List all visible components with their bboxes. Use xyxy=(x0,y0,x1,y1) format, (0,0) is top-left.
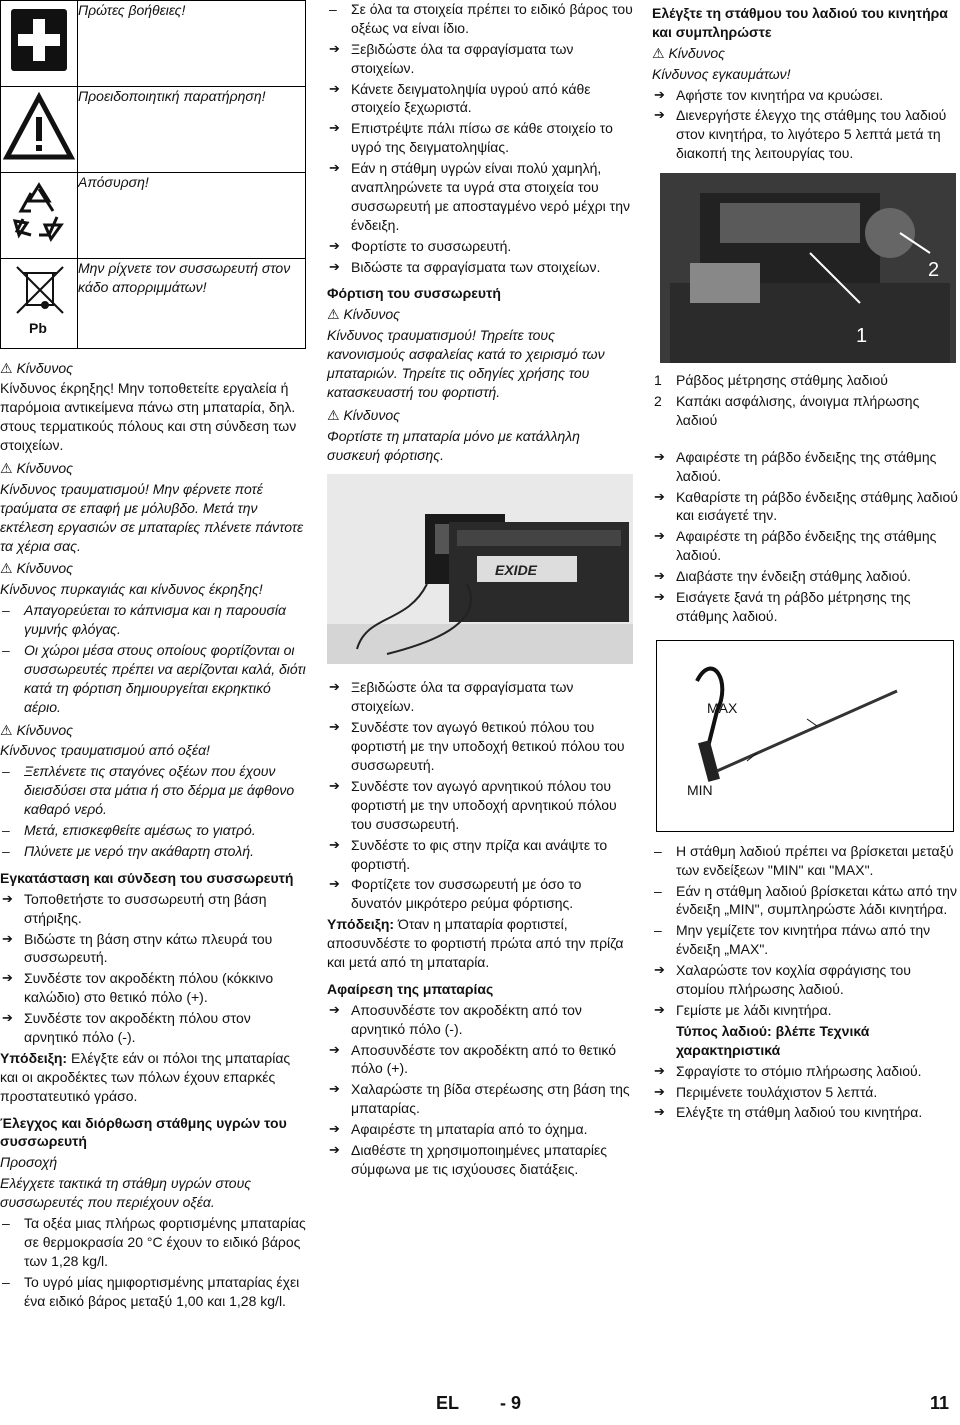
list-item: ➔ Ξεβιδώστε όλα τα σφραγίσματα των στοιχείων. xyxy=(327,40,633,78)
list-item: – Ξεπλένετε τις σταγόνες οξέων που έχουν διεισδύσει στα μάτια ή στο δέρμα με άφθονο καθαρό νερό. xyxy=(0,762,306,819)
list-item: ➔ Επιστρέψτε πάλι πίσω σε κάθε στοιχείο το υγρό της δειγματοληψίας. xyxy=(327,119,633,157)
list-item: ➔ Εάν η στάθμη υγρών είναι πολύ χαμηλή, αναπληρώνετε τα υγρά στα στοιχεία του συσσωρευτή με αποσταγμένο νερό μέχρι την ένδειξη. xyxy=(327,159,633,235)
list-item: ➔ Βιδώστε τη βάση στην κάτω πλευρά του συσσωρευτή. xyxy=(0,930,306,968)
list-item: – Μετά, επισκεφθείτε αμέσως το γιατρό. xyxy=(0,821,306,840)
list-item: ➔ Διενεργήστε έλεγχο της στάθμης του λαδιού στον κινητήρα, το λιγότερο 5 λεπτά μετά τη διακοπή της λειτουργίας του. xyxy=(652,106,958,163)
danger-text: Κίνδυνος έκρηξης! Μην τοποθετείτε εργαλεία ή παρόμοια αντικείμενα πάνω στη μπαταρία, δηλ. στους τερματικούς πόλους και στη σύνδεση των στοιχείων. xyxy=(0,380,297,454)
section-heading: Εγκατάσταση και σύνδεση του συσσωρευτή xyxy=(0,869,294,886)
list-item: ➔ Αποσυνδέστε τον ακροδέκτη από το θετικό πόλο (+). xyxy=(327,1041,633,1079)
lead-symbol-label: Pb xyxy=(29,319,47,336)
list-item: ➔ Διαβάστε την ένδειξη στάθμης λαδιού. xyxy=(652,567,958,586)
note: Υπόδειξη: Όταν η μπαταρία φορτιστεί, αποσυνδέστε το φορτιστή πρώτα από την πρίζα και μετά από τη μπαταρία. xyxy=(327,916,624,970)
list-item: ➔ Περιμένετε τουλάχιστον 5 λεπτά. xyxy=(652,1083,958,1102)
list-item: – Εάν η στάθμη λαδιού βρίσκεται κάτω από την ένδειξη „MIN", συμπληρώστε λάδι κινητήρα. xyxy=(652,882,958,920)
list-item: ➔ Σφραγίστε το στόμιο πλήρωσης λαδιού. xyxy=(652,1062,958,1081)
list-item: ➔ Φορτίζετε τον συσσωρευτή με όσο το δυνατόν μικρότερο ρεύμα φόρτισης. xyxy=(327,875,633,913)
list-item: – Οι χώροι μέσα στους οποίους φορτίζονται οι συσσωρευτές πρέπει να αερίζονται καλά, διότι κατά τη φόρτιση δημιουργείται εκρηκτικό αέριο. xyxy=(0,641,306,717)
photo-callout: 1 xyxy=(856,325,868,348)
page-number: - 9 xyxy=(500,1393,522,1413)
list-item: ➔ Ξεβιδώστε όλα τα σφραγίσματα των στοιχείων. xyxy=(327,678,633,716)
battery-charger-photo xyxy=(327,474,633,664)
section-heading: Αφαίρεση της μπαταρίας xyxy=(327,980,494,997)
photo-label: EXIDE xyxy=(495,562,538,579)
caution-heading: Προσοχή xyxy=(0,1154,58,1171)
dipstick-illustration xyxy=(656,640,954,832)
warning-triangle-icon: ⚠ xyxy=(0,359,13,376)
warning-triangle-icon: ⚠ xyxy=(0,721,13,738)
min-label: MIN xyxy=(687,781,713,798)
crossed-bin-icon xyxy=(1,258,78,348)
symbol-text: Μην ρίχνετε τον συσσωρευτή στον κάδο απορριμμάτων! xyxy=(78,258,306,348)
column-right xyxy=(652,4,958,1124)
list-item: – Μην γεμίζετε τον κινητήρα πάνω από την ένδειξη „MAX". xyxy=(652,921,958,959)
list-item: ➔ Συνδέστε τον ακροδέκτη πόλου (κόκκινο καλώδιο) στο θετικό πόλο (+). xyxy=(0,969,306,1007)
list-item: ➔ Χαλαρώστε τη βίδα στερέωσης στη βάση της μπαταρίας. xyxy=(327,1080,633,1118)
list-item: – Απαγορεύεται το κάπνισμα και η παρουσία γυμνής φλόγας. xyxy=(0,601,306,639)
symbol-text: Προειδοποιητική παρατήρηση! xyxy=(78,86,306,172)
sheet-number: 11 xyxy=(930,1393,950,1413)
list-item: ➔ Γεμίστε με λάδι κινητήρα. xyxy=(652,1001,958,1020)
danger-text: Κίνδυνος τραυματισμού από οξέα! xyxy=(0,742,210,759)
symbol-text: Απόσυρση! xyxy=(78,172,306,258)
list-item: ➔ Συνδέστε τον αγωγό θετικού πόλου του φορτιστή με την υποδοχή θετικού πόλου του συσσωρευτή. xyxy=(327,718,633,775)
list-item: ➔ Αφαιρέστε τη ράβδο ένδειξης της στάθμης λαδιού. xyxy=(652,527,958,565)
section-heading: Έλεγχος και διόρθωση στάθμης υγρών του συσσωρευτή xyxy=(0,1114,287,1150)
list-item: ➔ Ελέγξτε τη στάθμη λαδιού του κινητήρα. xyxy=(652,1103,958,1122)
danger-heading: ⚠ Κίνδυνος xyxy=(0,359,73,376)
note: Υπόδειξη: Ελέγξτε εάν οι πόλοι της μπαταρίας και οι ακροδέκτες των πόλων έχουν επαρκές προστατευτικό γράσο. xyxy=(0,1049,291,1104)
legend-item: 1 Ράβδος μέτρησης στάθμης λαδιού xyxy=(654,372,888,389)
list-item: ➔ Εισάγετε ξανά τη ράβδο μέτρησης της στάθμης λαδιού. xyxy=(652,588,958,626)
list-item: ➔ Βιδώστε τα σφραγίσματα των στοιχείων. xyxy=(327,258,633,277)
page-footer xyxy=(0,1385,960,1425)
list-item: ➔ Καθαρίστε τη ράβδο ένδειξης στάθμης λαδιού και εισάγετέ την. xyxy=(652,488,958,526)
list-item: ➔ Συνδέστε τον ακροδέκτη πόλου στον αρνητικό πόλο (-). xyxy=(0,1009,306,1047)
list-item: – Το υγρό μίας ημιφορτισμένης μπαταρίας έχει ένα ειδικό βάρος μεταξύ 1,00 και 1,28 kg/l. xyxy=(0,1273,306,1311)
list-item: ➔ Διαθέστε τη χρησιμοποιημένες μπαταρίες σύμφωνα με τις ισχύουσες διατάξεις. xyxy=(327,1141,633,1179)
danger-heading: ⚠ Κίνδυνος xyxy=(0,721,73,738)
warning-triangle-icon: ⚠ xyxy=(327,306,340,323)
danger-text: Κίνδυνος τραυματισμού! Τηρείτε τους κανονισμούς ασφαλείας κατά το χειρισμό των μπαταριών. Τηρείτε τις οδηγίες χρήσης του κατασκευαστή του φορτιστή. xyxy=(327,327,605,400)
danger-heading: ⚠ Κίνδυνος xyxy=(0,460,73,477)
list-item: – Πλύνετε με νερό την ακάθαρτη στολή. xyxy=(0,842,306,861)
max-label: MAX xyxy=(707,699,738,716)
list-item: ➔ Χαλαρώστε τον κοχλία σφράγισης του στομίου πλήρωσης λαδιού. xyxy=(652,961,958,999)
section-heading: Ελέγξτε τη στάθμου του λαδιού του κινητήρα και συμπληρώστε xyxy=(652,5,948,40)
list-item: ➔ Αφαιρέστε τη ράβδο ένδειξης της στάθμης λαδιού. xyxy=(652,448,958,486)
symbol-text: Πρώτες βοήθειες! xyxy=(78,1,306,87)
danger-text: Κίνδυνος εγκαυμάτων! xyxy=(652,65,791,82)
danger-text: Κίνδυνος πυρκαγιάς και κίνδυνος έκρηξης! xyxy=(0,581,263,598)
list-item: – Σε όλα τα στοιχεία πρέπει το ειδικό βάρος του οξέως να είναι ίδιο. xyxy=(327,0,633,38)
danger-text: Κίνδυνος τραυματισμού! Μην φέρνετε ποτέ τραύματα σε επαφή με μόλυβδο. Μετά την εκτέλεση εργασιών σε μπαταρίες πλένετε πάντοτε τα χέρια σας. xyxy=(0,480,304,554)
photo-callout: 2 xyxy=(928,259,940,282)
list-item: ➔ Φορτίστε το συσσωρευτή. xyxy=(327,237,633,256)
recycle-icon xyxy=(1,172,78,258)
list-item: ➔ Κάνετε δειγματοληψία υγρού από κάθε στοιχείο ξεχωριστά. xyxy=(327,80,633,118)
first-aid-cross-icon xyxy=(1,1,78,87)
warning-triangle-icon: ⚠ xyxy=(0,460,13,477)
caution-text: Ελέγχετε τακτικά τη στάθμη υγρών στους συσσωρευτές που περιέχουν οξέα. xyxy=(0,1175,252,1211)
list-item: ➔ Τοποθετήστε το συσσωρευτή στη βάση στήριξης. xyxy=(0,890,306,928)
column-middle xyxy=(327,0,633,1181)
column-left xyxy=(0,0,306,1312)
symbol-table xyxy=(0,0,306,349)
list-item: ➔ Αποσυνδέστε τον ακροδέκτη από τον αρνητικό πόλο (-). xyxy=(327,1001,633,1039)
danger-text: Φορτίστε τη μπαταρία μόνο με κατάλληλη συσκευή φόρτισης. xyxy=(327,427,580,463)
warning-triangle-icon: ⚠ xyxy=(652,44,665,61)
warning-triangle-icon xyxy=(1,86,78,172)
list-item: – Η στάθμη λαδιού πρέπει να βρίσκεται μεταξύ των ενδείξεων "MIN" και "MAX". xyxy=(652,842,958,880)
warning-triangle-icon: ⚠ xyxy=(327,406,340,423)
language-code: EL xyxy=(436,1393,460,1413)
engine-photo xyxy=(660,173,956,363)
danger-heading: ⚠ Κίνδυνος xyxy=(327,306,400,323)
list-item: ➔ Συνδέστε τον αγωγό αρνητικού πόλου του φορτιστή με την υποδοχή αρνητικού πόλου του συσσωρευτή. xyxy=(327,777,633,834)
legend-item: 2 Καπάκι ασφάλισης, άνοιγμα πλήρωσης λαδιού xyxy=(654,393,920,428)
list-item: ➔ Αφαιρέστε τη μπαταρία από το όχημα. xyxy=(327,1120,633,1139)
list-item: ➔ Αφήστε τον κινητήρα να κρυώσει. xyxy=(652,86,958,105)
section-heading: Φόρτιση του συσσωρευτή xyxy=(327,285,501,302)
warning-triangle-icon: ⚠ xyxy=(0,560,13,577)
danger-heading: ⚠ Κίνδυνος xyxy=(327,406,400,423)
danger-heading: ⚠ Κίνδυνος xyxy=(652,44,725,61)
oil-type-note: Τύπος λαδιού: βλέπε Τεχνικά χαρακτηριστικά xyxy=(676,1022,870,1058)
danger-heading: ⚠ Κίνδυνος xyxy=(0,560,73,577)
list-item: – Τα οξέα μιας πλήρως φορτισμένης μπαταρίας σε θερμοκρασία 20 °C έχουν το ειδικό βάρος των 1,28 kg/l. xyxy=(0,1214,306,1271)
list-item: ➔ Συνδέστε το φις στην πρίζα και ανάψτε το φορτιστή. xyxy=(327,836,633,874)
